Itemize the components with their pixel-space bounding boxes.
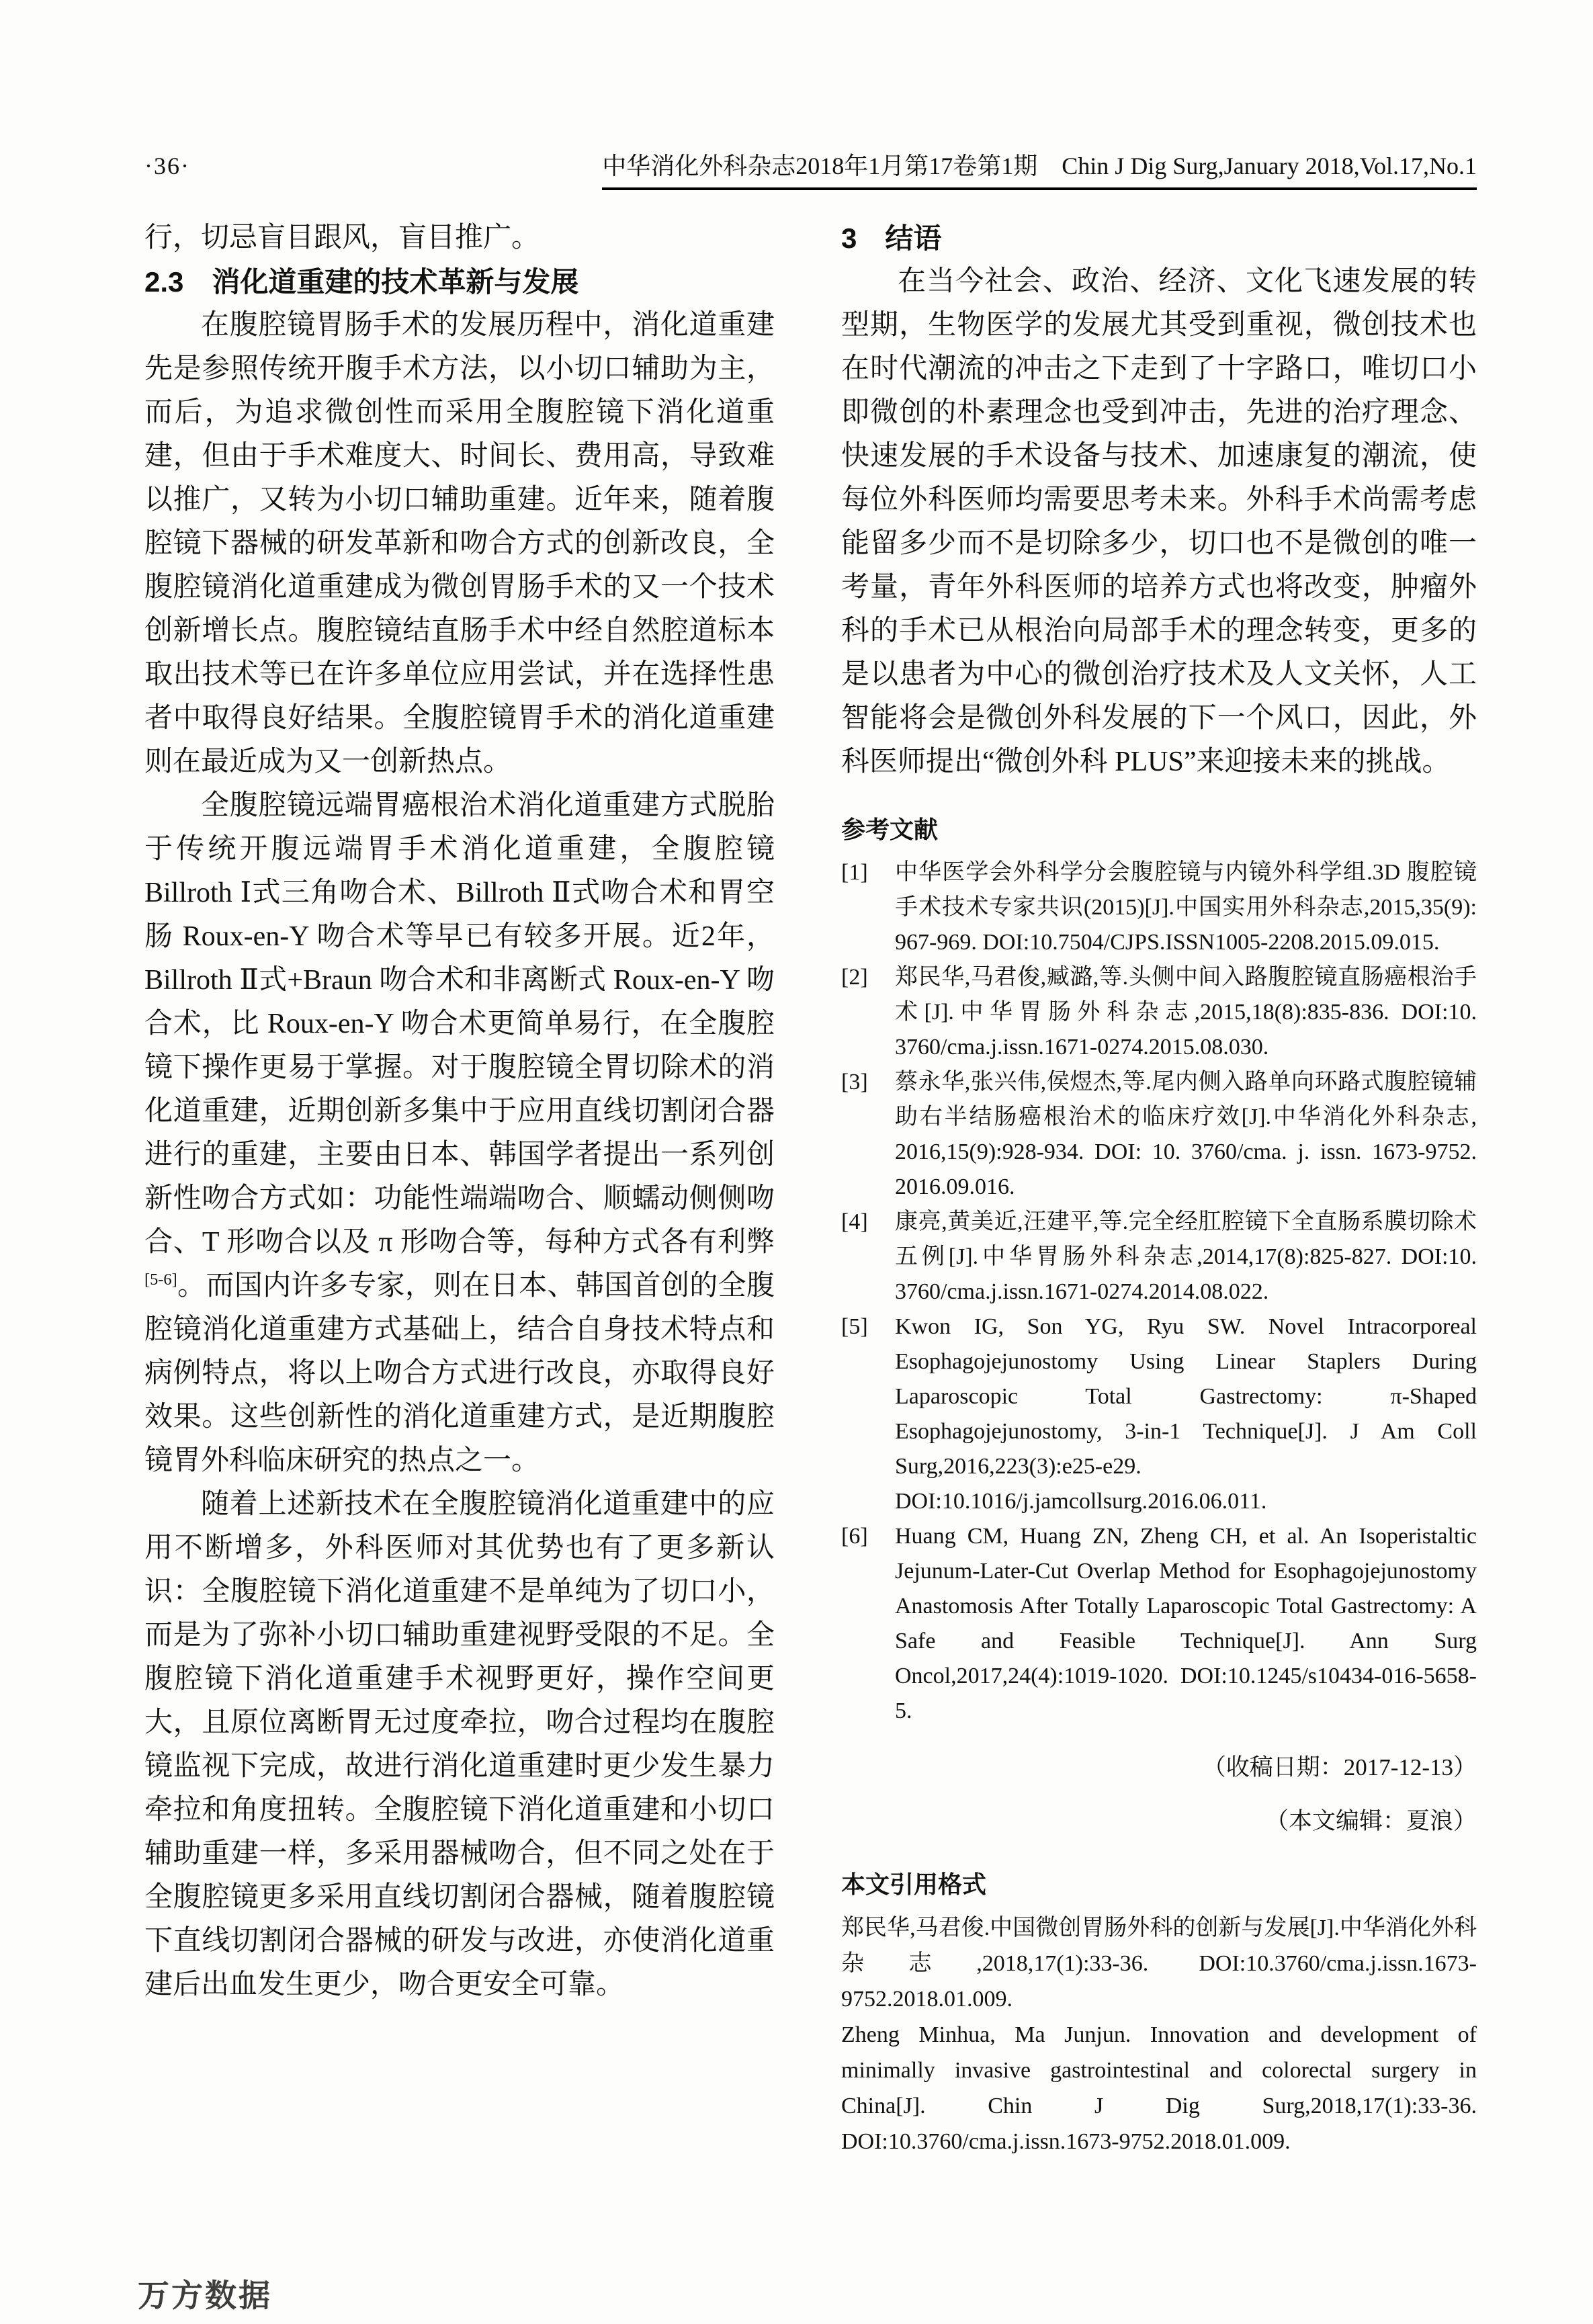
journal-info-line: 中华消化外科杂志2018年1月第17卷第1期 Chin J Dig Surg,January 2018,Vol.17,No.1 — [602, 152, 1477, 190]
reference-item-2 — [841, 960, 1477, 1065]
citation-chinese: 郑民华,马君俊.中国微创胃肠外科的创新与发展[J].中华消化外科杂志,2018,17(1):33-36. DOI:10.3760/cma.j.issn.1673-9752.2018.01.009. — [841, 1916, 1477, 2012]
conclusion-paragraph: 在当今社会、政治、经济、文化飞速发展的转型期，生物医学的发展尤其受到重视，微创技术也在时代潮流的冲击之下走到了十字路口，唯切口小即微创的朴素理念也受到冲击，先进的治疗理念、快速发展的手术设备与技术、加速康复的潮流，使每位外科医师均需要思考未来。外科手术尚需考虑能留多少而不是切除多少，切口也不是微创的唯一考量，青年外科医师的培养方式也将改变，肿瘤外科的手术已从根治向局部手术的理念转变，更多的是以患者为中心的微创治疗技术及人文关怀，人工智能将会是微创外科发展的下一个风口，因此，外科医师提出“微创外科 PLUS”来迎接未来的挑战。 — [841, 266, 1477, 777]
continuation-paragraph: 行，切忌盲目跟风，盲目推广。 — [144, 222, 540, 253]
reference-text: Huang CM, Huang ZN, Zheng CH, et al. An Isoperistaltic Jejunum-Later-Cut Overlap Method for Esophagojejunostomy Anastomosis After Totally Laparoscopic Total Gastrectomy: A Safe and Feasible Technique[J]. Ann Surg Oncol,2017,24(4):1019-1020. DOI:10.1245/s10434-016-5658-5. — [895, 1524, 1477, 1723]
reference-item-3 — [841, 1065, 1477, 1205]
body-paragraph-2 — [144, 784, 775, 1483]
reference-text: 郑民华,马君俊,臧潞,等.头侧中间入路腹腔镜直肠癌根治手术[J].中华胃肠外科杂志,2015,18(8):835-836. DOI:10. 3760/cma.j.issn.1671-0274.2015.08.030. — [895, 965, 1477, 1060]
left-column — [144, 216, 775, 2007]
section-heading-2-3: 2.3 消化道重建的技术革新与发展 — [144, 266, 579, 298]
right-column — [841, 216, 1477, 2159]
reference-number: [3] — [841, 1070, 868, 1094]
reference-item-6 — [841, 1519, 1477, 1729]
reference-text: 康亮,黄美近,汪建平,等.完全经肛腔镜下全直肠系膜切除术五例[J].中华胃肠外科杂志,2014,17(8):825-827. DOI:10. 3760/cma.j.issn.1671-0274.2014.08.022. — [895, 1209, 1477, 1304]
received-date: （收稿日期：2017-12-13） — [1202, 1754, 1477, 1780]
editor-note: （本文编辑：夏浪） — [1264, 1808, 1477, 1834]
reference-number: [4] — [841, 1209, 868, 1234]
body-paragraph-3: 随着上述新技术在全腹腔镜消化道重建中的应用不断增多，外科医师对其优势也有了更多新认识：全腹腔镜下消化道重建不是单纯为了切口小，而是为了弥补小切口辅助重建视野受限的不足。全腹腔镜下消化道重建手术视野更好，操作空间更大，且原位离断胃无过度牵拉，吻合过程均在腹腔镜监视下完成，故进行消化道重建时更少发生暴力牵拉和角度扭转。全腹腔镜下消化道重建和小切口辅助重建一样，多采用器械吻合，但不同之处在于全腹腔镜更多采用直线切割闭合器械，随着腹腔镜下直线切割闭合器械的研发与改进，亦使消化道重建后出血发生更少，吻合更安全可靠。 — [144, 1489, 775, 2000]
paragraph-2-text: 全腹腔镜远端胃癌根治术消化道重建方式脱胎于传统开腹远端胃手术消化道重建，全腹腔镜 Billroth Ⅰ式三角吻合术、Billroth Ⅱ式吻合术和胃空肠 Roux-en-Y 吻合术等早已有较多开展。近2年，Billroth Ⅱ式+Braun 吻合术和非离断式 Roux-en-Y 吻合术，比 Roux-en-Y 吻合术更简单易行，在全腹腔镜下操作更易于掌握。对于腹腔镜全胃切除术的消化道重建，近期创新多集中于应用直线切割闭合器进行的重建，主要由日本、韩国学者提出一系列创新性吻合方式如：功能性端端吻合、顺蠕动侧侧吻合、T 形吻合以及 π 形吻合等，每种方式各有利弊 — [144, 790, 775, 1258]
citation-english: Zheng Minhua, Ma Junjun. Innovation and development of minimally invasive gastrointestinal and colorectal surgery in China[J]. Chin J Dig Surg,2018,17(1):33-36. DOI:10.3760/cma.j.issn.1673-9752.2018.01.009. — [841, 2022, 1477, 2154]
reference-number: [1] — [841, 860, 868, 885]
page-header — [144, 152, 1477, 190]
reference-text: 中华医学会外科学分会腹腔镜与内镜外科学组.3D 腹腔镜手术技术专家共识(2015)[J].中国实用外科杂志,2015,35(9): 967-969. DOI:10.7504/CJPS.ISSN1005-2208.2015.09.015. — [895, 860, 1477, 955]
paragraph-2-text-after: 。而国内许多专家，则在日本、韩国首创的全腹腔镜消化道重建方式基础上，结合自身技术特点和病例特点，将以上吻合方式进行改良，亦取得良好效果。这些创新性的消化道重建方式，是近期腹腔镜胃外科临床研究的热点之一。 — [144, 1271, 775, 1476]
reference-number: [2] — [841, 965, 868, 990]
reference-item-5 — [841, 1309, 1477, 1519]
references-heading: 参考文献 — [841, 816, 939, 843]
page-number: ·36· — [144, 153, 190, 179]
reference-item-1 — [841, 855, 1477, 960]
reference-number: [6] — [841, 1524, 868, 1549]
citation-superscript: [5-6] — [144, 1271, 177, 1289]
wanfang-data-watermark: 万方数据 — [138, 2278, 272, 2313]
reference-number: [5] — [841, 1314, 868, 1339]
reference-item-4 — [841, 1205, 1477, 1309]
citation-format-heading: 本文引用格式 — [841, 1870, 987, 1898]
body-paragraph-1: 在腹腔镜胃肠手术的发展历程中，消化道重建先是参照传统开腹手术方法，以小切口辅助为主，而后，为追求微创性而采用全腹腔镜下消化道重建，但由于手术难度大、时间长、费用高，导致难以推广，又转为小切口辅助重建。近年来，随着腹腔镜下器械的研发革新和吻合方式的创新改良，全腹腔镜消化道重建成为微创胃肠手术的又一个技术创新增长点。腹腔镜结直肠手术中经自然腔道标本取出技术等已在许多单位应用尝试，并在选择性患者中取得良好结果。全腹腔镜胃手术的消化道重建则在最近成为又一创新热点。 — [144, 310, 775, 777]
section-heading-3: 3 结语 — [841, 222, 942, 254]
reference-text: Kwon IG, Son YG, Ryu SW. Novel Intracorporeal Esophagojejunostomy Using Linear Staplers During Laparoscopic Total Gastrectomy: π-Shaped Esophagojejunostomy, 3-in-1 Technique[J]. J Am Coll Surg,2016,223(3):e25-e29. DOI:10.1016/j.jamcollsurg.2016.06.011. — [895, 1314, 1477, 1514]
reference-text: 蔡永华,张兴伟,侯煜杰,等.尾内侧入路单向环路式腹腔镜辅助右半结肠癌根治术的临床疗效[J].中华消化外科杂志, 2016,15(9):928-934. DOI: 10. 3760/cma. j. issn. 1673-9752. 2016.09.016. — [895, 1070, 1477, 1199]
